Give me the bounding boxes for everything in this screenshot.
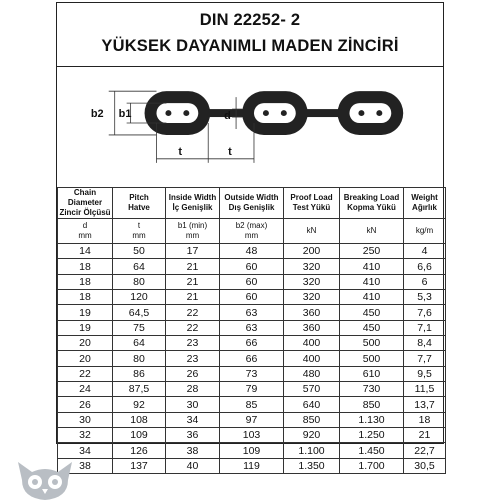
cell-breaking-load: 500 [340, 336, 404, 351]
cell-inside-width: 34 [166, 412, 220, 427]
label-t-2: t [228, 145, 232, 158]
cell-proof-load: 360 [284, 320, 340, 335]
cell-outside-width: 60 [220, 290, 284, 305]
table-row [58, 274, 446, 289]
cell-outside-width: 66 [220, 336, 284, 351]
cell-chain-diameter: 22 [58, 366, 113, 381]
spec-sheet [56, 2, 444, 472]
cell-weight: 30,5 [404, 458, 446, 473]
cell-pitch: 108 [113, 412, 166, 427]
cell-pitch: 75 [113, 320, 166, 335]
cell-pitch: 64,5 [113, 305, 166, 320]
cell-breaking-load: 1.130 [340, 412, 404, 427]
cell-chain-diameter: 18 [58, 274, 113, 289]
cell-pitch: 87,5 [113, 382, 166, 397]
cell-weight: 18 [404, 412, 446, 427]
cell-inside-width: 36 [166, 428, 220, 443]
cell-pitch: 50 [113, 244, 166, 259]
cell-chain-diameter: 14 [58, 244, 113, 259]
cell-weight: 5,3 [404, 290, 446, 305]
cell-proof-load: 400 [284, 336, 340, 351]
cell-inside-width: 23 [166, 336, 220, 351]
header-row-units [58, 219, 446, 244]
col-header-proof-load: Proof Load Test Yükü [284, 188, 340, 219]
table-row [58, 397, 446, 412]
cell-outside-width: 66 [220, 351, 284, 366]
cell-proof-load: 570 [284, 382, 340, 397]
unit-chain-diameter: d mm [58, 219, 113, 244]
col-header-weight: Weight Ağırlık [404, 188, 446, 219]
chain-link-3 [338, 91, 404, 135]
cell-inside-width: 23 [166, 351, 220, 366]
cell-inside-width: 17 [166, 244, 220, 259]
cell-weight: 7,6 [404, 305, 446, 320]
cell-outside-width: 73 [220, 366, 284, 381]
cell-pitch: 64 [113, 336, 166, 351]
table-row [58, 244, 446, 259]
cell-breaking-load: 610 [340, 366, 404, 381]
table-row [58, 305, 446, 320]
cell-proof-load: 480 [284, 366, 340, 381]
cell-pitch: 86 [113, 366, 166, 381]
cell-chain-diameter: 38 [58, 458, 113, 473]
cell-breaking-load: 450 [340, 320, 404, 335]
cell-outside-width: 103 [220, 428, 284, 443]
cell-pitch: 80 [113, 274, 166, 289]
title-box [57, 3, 443, 67]
label-d: d [224, 110, 231, 123]
cell-breaking-load: 250 [340, 244, 404, 259]
col-header-pitch: Pitch Hatve [113, 188, 166, 219]
unit-outside-width: b2 (max) mm [220, 219, 284, 244]
cell-chain-diameter: 19 [58, 320, 113, 335]
cell-inside-width: 21 [166, 259, 220, 274]
chain-diagram [57, 67, 443, 187]
standard-title: DIN 22252- 2 [199, 11, 301, 29]
cell-chain-diameter: 18 [58, 259, 113, 274]
cell-proof-load: 320 [284, 274, 340, 289]
chain-link-2 [242, 91, 308, 135]
cell-inside-width: 38 [166, 443, 220, 458]
cell-weight: 8,4 [404, 336, 446, 351]
cell-breaking-load: 1.700 [340, 458, 404, 473]
cell-proof-load: 360 [284, 305, 340, 320]
cell-weight: 22,7 [404, 443, 446, 458]
label-t-1: t [178, 145, 183, 158]
cell-breaking-load: 1.250 [340, 428, 404, 443]
table-row [58, 351, 446, 366]
col-header-chain-diameter: Chain Diameter Zincir Ölçüsü [59, 188, 111, 217]
cell-chain-diameter: 19 [58, 305, 113, 320]
cell-inside-width: 22 [166, 320, 220, 335]
table-row [58, 458, 446, 473]
table-row [58, 382, 446, 397]
cell-inside-width: 26 [166, 366, 220, 381]
header-row-names [58, 188, 446, 219]
cell-proof-load: 320 [284, 290, 340, 305]
cell-breaking-load: 500 [340, 351, 404, 366]
cell-breaking-load: 410 [340, 274, 404, 289]
col-header-breaking-load: Breaking Load Kopma Yükü [340, 188, 404, 219]
cell-chain-diameter: 24 [58, 382, 113, 397]
table-row [58, 336, 446, 351]
unit-proof-load: kN [284, 219, 340, 244]
table-row [58, 290, 446, 305]
cell-outside-width: 109 [220, 443, 284, 458]
cell-pitch: 137 [113, 458, 166, 473]
spec-table [57, 187, 446, 474]
cell-pitch: 92 [113, 397, 166, 412]
col-header-inside-width: Inside Width İç Genişlik [166, 188, 220, 219]
cell-chain-diameter: 32 [58, 428, 113, 443]
owl-logo-icon [14, 458, 76, 500]
unit-inside-width: b1 (min) mm [166, 219, 220, 244]
cell-outside-width: 60 [220, 259, 284, 274]
table-row [58, 412, 446, 427]
cell-proof-load: 400 [284, 351, 340, 366]
cell-proof-load: 640 [284, 397, 340, 412]
cell-pitch: 109 [113, 428, 166, 443]
cell-inside-width: 22 [166, 305, 220, 320]
cell-weight: 7,7 [404, 351, 446, 366]
cell-weight: 6,6 [404, 259, 446, 274]
table-row [58, 366, 446, 381]
unit-pitch: t mm [113, 219, 166, 244]
cell-proof-load: 200 [284, 244, 340, 259]
cell-outside-width: 79 [220, 382, 284, 397]
cell-inside-width: 28 [166, 382, 220, 397]
cell-chain-diameter: 30 [58, 412, 113, 427]
cell-proof-load: 1.350 [284, 458, 340, 473]
unit-breaking-load: kN [340, 219, 404, 244]
unit-weight: kg/m [404, 219, 446, 244]
cell-chain-diameter: 18 [58, 290, 113, 305]
label-b1: b1 [118, 108, 132, 121]
cell-pitch: 120 [113, 290, 166, 305]
cell-outside-width: 119 [220, 458, 284, 473]
label-b2: b2 [90, 108, 104, 121]
cell-outside-width: 85 [220, 397, 284, 412]
cell-weight: 6 [404, 274, 446, 289]
cell-proof-load: 320 [284, 259, 340, 274]
spec-table-body [58, 244, 446, 474]
cell-weight: 11,5 [404, 382, 446, 397]
cell-outside-width: 97 [220, 412, 284, 427]
cell-chain-diameter: 20 [58, 336, 113, 351]
cell-pitch: 80 [113, 351, 166, 366]
cell-breaking-load: 730 [340, 382, 404, 397]
cell-pitch: 126 [113, 443, 166, 458]
cell-outside-width: 48 [220, 244, 284, 259]
cell-outside-width: 63 [220, 305, 284, 320]
cell-weight: 7,1 [404, 320, 446, 335]
cell-proof-load: 850 [284, 412, 340, 427]
table-row [58, 259, 446, 274]
cell-inside-width: 21 [166, 274, 220, 289]
cell-weight: 4 [404, 244, 446, 259]
cell-breaking-load: 410 [340, 259, 404, 274]
cell-weight: 13,7 [404, 397, 446, 412]
cell-chain-diameter: 26 [58, 397, 113, 412]
cell-breaking-load: 410 [340, 290, 404, 305]
cell-proof-load: 920 [284, 428, 340, 443]
cell-inside-width: 21 [166, 290, 220, 305]
cell-weight: 21 [404, 428, 446, 443]
cell-weight: 9,5 [404, 366, 446, 381]
cell-outside-width: 63 [220, 320, 284, 335]
chain-link-1 [145, 91, 211, 135]
table-row [58, 428, 446, 443]
connector-link-2 [304, 109, 342, 117]
cell-inside-width: 40 [166, 458, 220, 473]
product-title: YÜKSEK DAYANIMLI MADEN ZİNCİRİ [101, 37, 399, 55]
cell-breaking-load: 850 [340, 397, 404, 412]
cell-pitch: 64 [113, 259, 166, 274]
table-row [58, 320, 446, 335]
cell-breaking-load: 450 [340, 305, 404, 320]
col-header-outside-width: Outside Width Dış Genişlik [220, 188, 284, 219]
cell-proof-load: 1.100 [284, 443, 340, 458]
cell-inside-width: 30 [166, 397, 220, 412]
cell-outside-width: 60 [220, 274, 284, 289]
cell-chain-diameter: 34 [58, 443, 113, 458]
table-row [58, 443, 446, 458]
cell-breaking-load: 1.450 [340, 443, 404, 458]
cell-chain-diameter: 20 [58, 351, 113, 366]
